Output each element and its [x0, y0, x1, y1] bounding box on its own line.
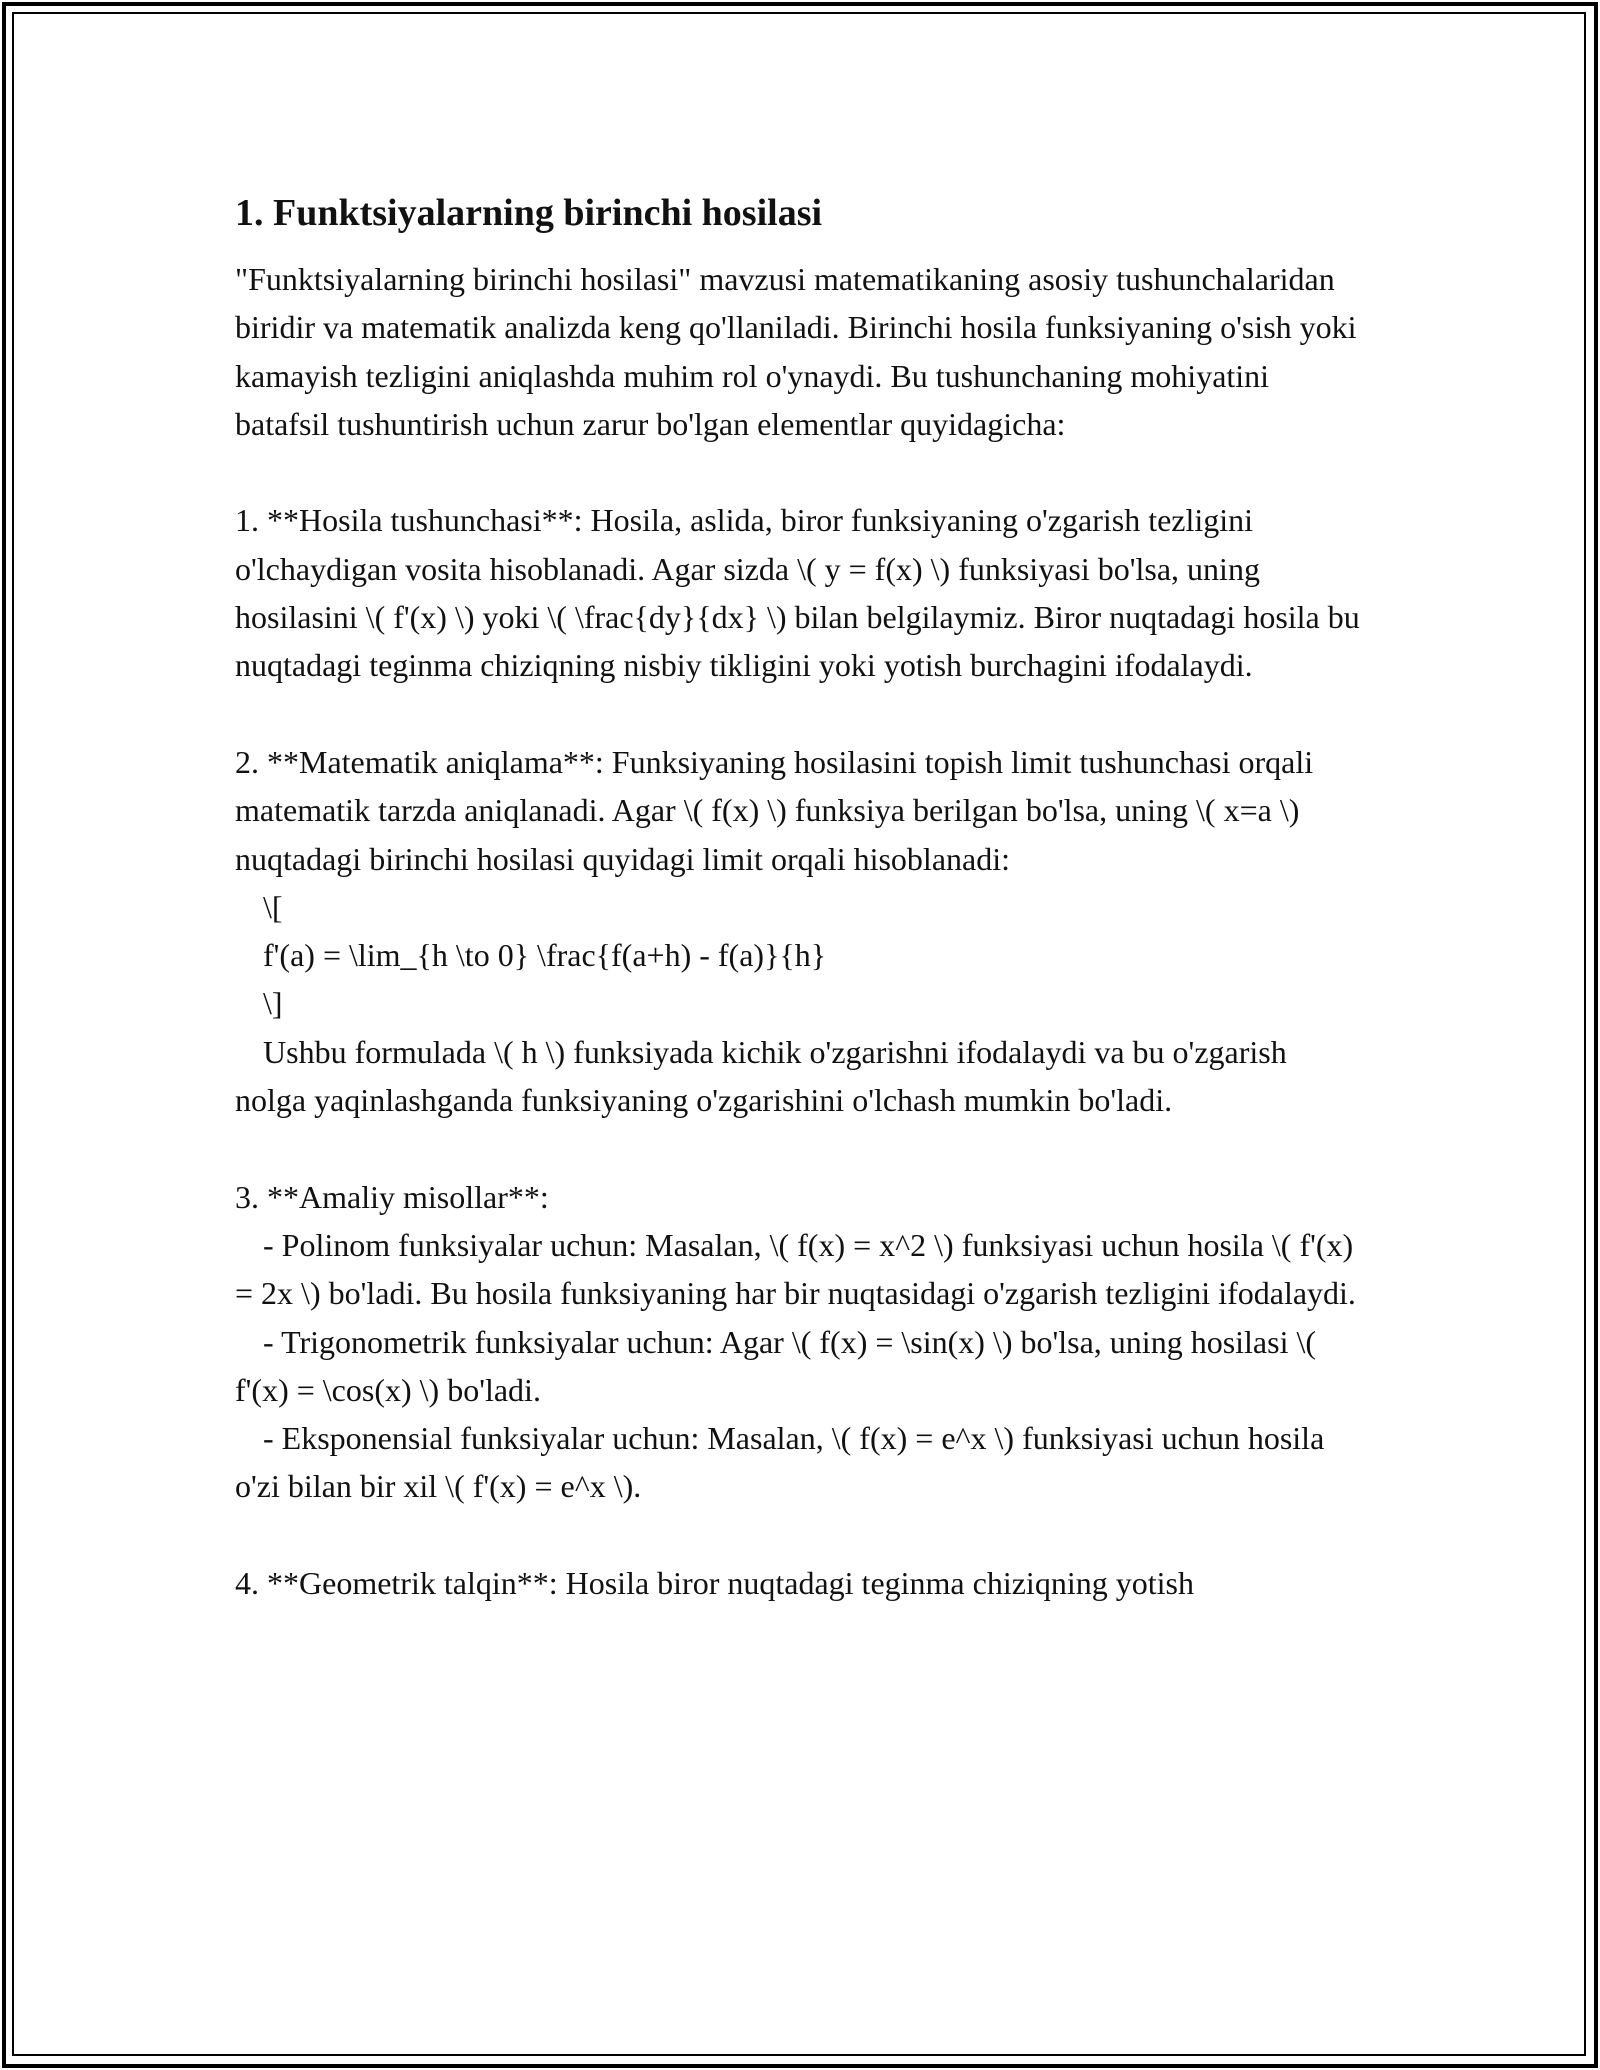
formula-body: f'(a) = \lim_{h \to 0} \frac{f(a+h) - f(a)}{h}: [263, 937, 827, 974]
document-title: 1. Funktsiyalarning birinchi hosilasi: [235, 192, 823, 234]
spacer: [235, 448, 1365, 496]
spacer: [235, 690, 1365, 738]
formula-open: \[: [263, 888, 283, 925]
example-polynomial-text: - Polinom funksiyalar uchun: Masalan, \( f(x) = x^2 \) funksiyasi uchun hosila \( f'(x) = 2x \) bo'ladi. Bu hosila funksiyaning har bir nuqtasidagi o'zgarish tezligini ifodalaydi.: [235, 1226, 1356, 1312]
formula-close: \]: [263, 985, 283, 1022]
item-4-geometrik-talqin: 4. **Geometrik talqin**: Hosila biror nuqtadagi teginma chiziqning yotish: [235, 1565, 1194, 1602]
item-2-matematik-aniqlama: 2. **Matematik aniqlama**: Funksiyaning hosilasini topish limit tushunchasi orqali matematik tarzda aniqlanadi. Agar \( f(x) \) funksiya berilgan bo'lsa, uning \( x=a \) nuqtadagi birinchi hosilasi quyidagi limit orqali hisoblanadi:: [235, 743, 1314, 877]
spacer: [235, 1124, 1365, 1172]
document-body: [235, 185, 1365, 1607]
item-3-amaliy-misollar: 3. **Amaliy misollar**:: [235, 1178, 549, 1215]
example-trigonometric: [235, 1318, 1365, 1415]
example-polynomial: [235, 1221, 1365, 1318]
formula-explanation: [235, 1028, 1365, 1125]
example-exponential-text: - Eksponensial funksiyalar uchun: Masalan, \( f(x) = e^x \) funksiyasi uchun hosila o'zi bilan bir xil \( f'(x) = e^x \).: [235, 1420, 1325, 1505]
intro-paragraph: "Funktsiyalarning birinchi hosilasi" mavzusi matematikaning asosiy tushunchalaridan biridir va matematik analizda keng qo'llaniladi. Birinchi hosila funksiyaning o'sish yoki kamayish tezligini aniqlashda muhim rol o'ynaydi. Bu tushunchaning mohiyatini batafsil tushuntirish uchun zarur bo'lgan elementlar quyidagicha:: [235, 261, 1357, 442]
example-trigonometric-text: - Trigonometrik funksiyalar uchun: Agar \( f(x) = \sin(x) \) bo'lsa, uning hosilasi \( f'(x) = \cos(x) \) bo'ladi.: [235, 1323, 1317, 1408]
spacer: [235, 1511, 1365, 1559]
formula-explanation-text: Ushbu formulada \( h \) funksiyada kichik o'zgarishni ifodalaydi va bu o'zgarish nolga yaqinlashganda funksiyaning o'zgarishini o'lchash mumkin bo'ladi.: [235, 1033, 1287, 1119]
item-1-hosila-tushunchasi: 1. **Hosila tushunchasi**: Hosila, aslida, biror funksiyaning o'zgarish tezligini o'lchaydigan vosita hisoblanadi. Agar sizda \( y = f(x) \) funksiyasi bo'lsa, uning hosilasini \( f'(x) \) yoki \( \frac{dy}{dx} \) bilan belgilaymiz. Biror nuqtadagi hosila bu nuqtadagi teginma chiziqning nisbiy tikligini yoki yotish burchagini ifodalaydi.: [235, 502, 1360, 684]
example-exponential: [235, 1414, 1365, 1511]
